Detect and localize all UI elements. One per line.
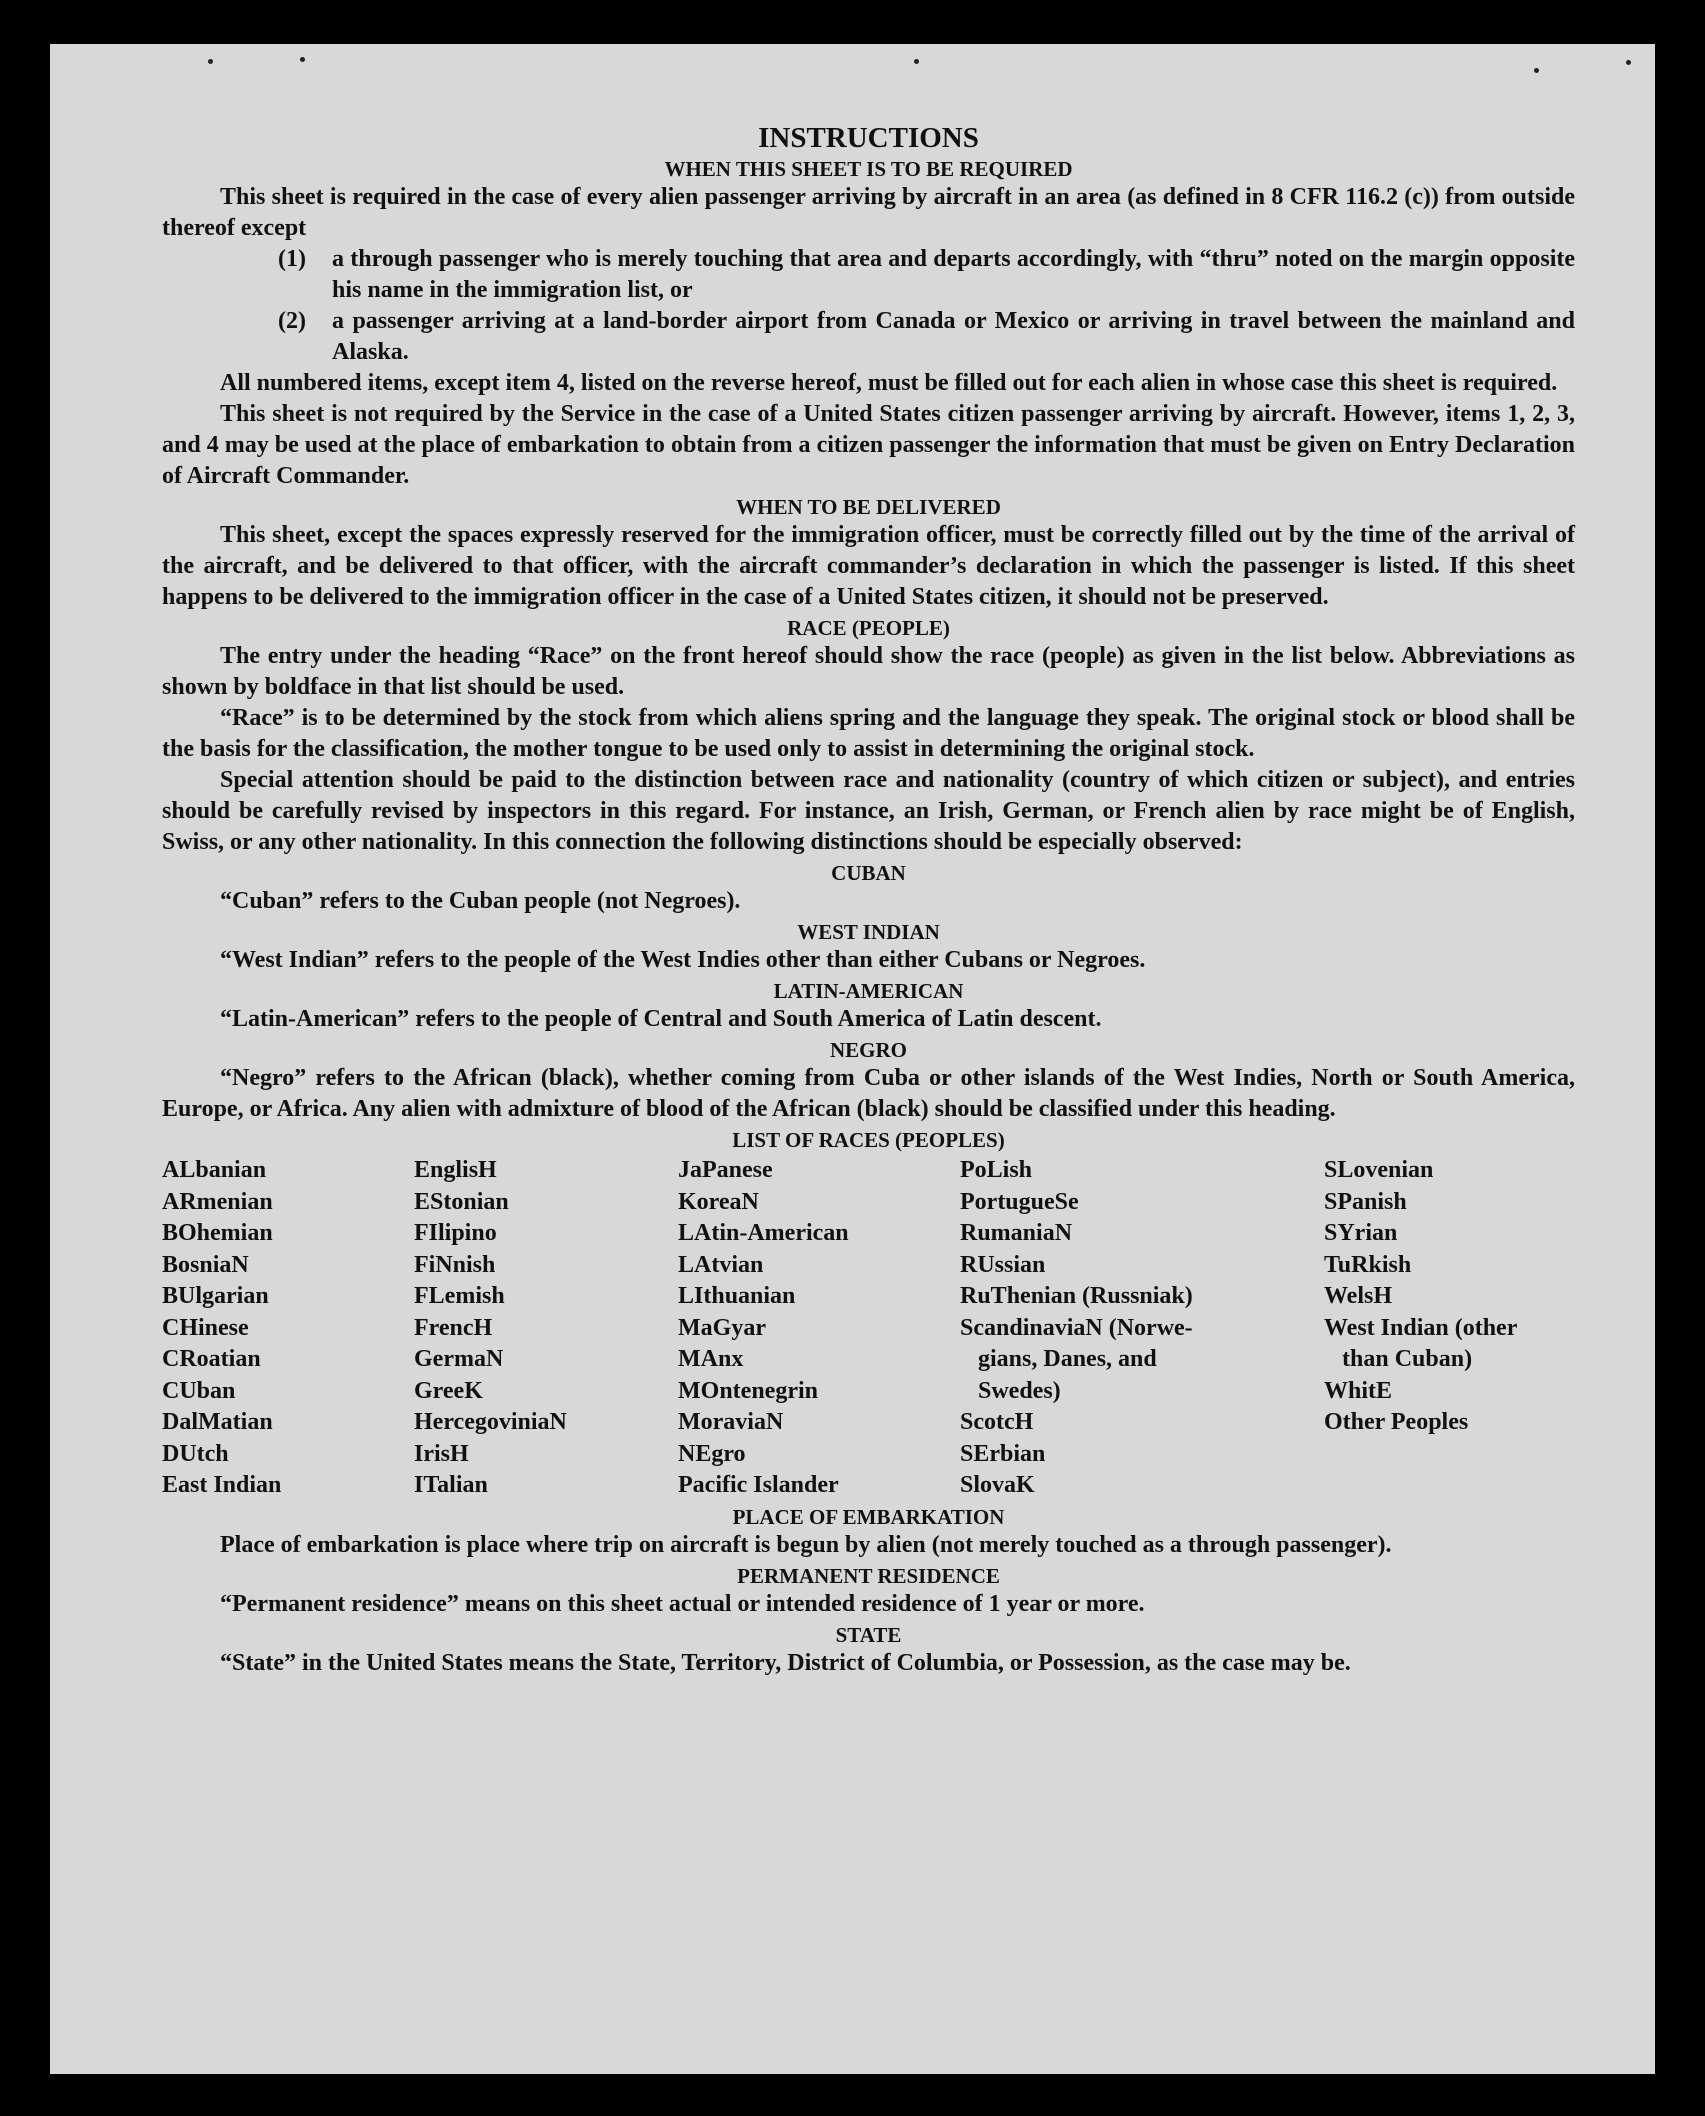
- races-column: [414, 1155, 678, 1502]
- race-entry: CRoatian: [162, 1346, 261, 1372]
- race-paragraph-1: The entry under the heading “Race” on the front hereof should show the race (people) as given in the list below. Abbreviations as shown by boldface in that list should be used.: [162, 643, 1575, 700]
- residence-text: “Permanent residence” means on this sheet actual or intended residence of 1 year or more.: [220, 1590, 1145, 1617]
- race-entry: MaGyar: [678, 1314, 766, 1341]
- race-entry: JaPanese: [678, 1157, 773, 1183]
- race-entry: MAnx: [678, 1346, 744, 1372]
- race-entry: than Cuban): [1324, 1346, 1473, 1372]
- race-entry: RuThenian (Russniak): [960, 1283, 1193, 1309]
- race-entry: GermaN: [414, 1346, 504, 1372]
- race-entry: ITalian: [414, 1472, 488, 1498]
- section-heading-negro: NEGRO: [829, 1038, 907, 1062]
- race-entry: PortugueSe: [960, 1188, 1079, 1215]
- race-entry: RUssian: [960, 1251, 1046, 1278]
- race-entry: LIthuanian: [678, 1283, 796, 1309]
- race-entry: TuRkish: [1324, 1251, 1412, 1278]
- race-entry: FrencH: [414, 1314, 493, 1341]
- race-entry: DalMatian: [162, 1409, 273, 1435]
- latin-american-text: “Latin-American” refers to the people of Central and South America of Latin descent.: [220, 1006, 1102, 1032]
- section-heading-delivered: WHEN TO BE DELIVERED: [736, 495, 1001, 519]
- item-number: (1): [278, 246, 306, 272]
- punch-mark: [1534, 68, 1539, 73]
- race-entry: RumaniaN: [960, 1220, 1073, 1246]
- race-entry: NEgro: [678, 1440, 746, 1467]
- race-entry: gians, Danes, and: [960, 1346, 1157, 1372]
- race-entry: East Indian: [162, 1472, 282, 1498]
- race-entry: ARmenian: [162, 1188, 273, 1215]
- exception-item: [278, 306, 1575, 368]
- item-number: (2): [278, 308, 306, 334]
- exception-item: [278, 244, 1575, 306]
- section-heading-state: STATE: [835, 1622, 902, 1647]
- punch-mark: [300, 57, 305, 62]
- race-entry: ALbanian: [162, 1157, 267, 1183]
- page-title: INSTRUCTIONS: [758, 122, 979, 154]
- race-entry: MOntenegrin: [678, 1377, 818, 1404]
- section-heading-race: RACE (PEOPLE): [787, 616, 950, 640]
- race-entry: EStonian: [414, 1188, 509, 1215]
- section-heading-west-indian: WEST INDIAN: [797, 920, 940, 944]
- item-text: a through passenger who is merely touching that area and departs accordingly, with “thru” noted on the margin opposite his name in the immigration list, or: [332, 246, 1575, 303]
- race-entry: BosniaN: [162, 1251, 249, 1278]
- race-entry: PoLish: [960, 1157, 1033, 1183]
- punch-mark: [914, 59, 919, 64]
- race-entry: FiNnish: [414, 1251, 496, 1278]
- section-heading-races-list: LIST OF RACES (PEOPLES): [732, 1128, 1005, 1152]
- race-entry: WelsH: [1324, 1283, 1393, 1309]
- race-paragraph-2: “Race” is to be determined by the stock from which aliens spring and the language they speak. The original stock or blood shall be the basis for the classification, the mother tongue to be used only to assist in determining the original stock.: [162, 705, 1575, 762]
- race-entry: FIlipino: [414, 1220, 497, 1246]
- race-entry: FLemish: [414, 1283, 505, 1309]
- negro-text: “Negro” refers to the African (black), whether coming from Cuba or other islands of the West Indies, North or South America, Europe, or Africa. Any alien with admixture of blood of the African (black) should be classified under this heading.: [162, 1065, 1575, 1122]
- race-entry: SPanish: [1324, 1188, 1407, 1215]
- races-list: [162, 1155, 1575, 1502]
- race-entry: BOhemian: [162, 1220, 273, 1246]
- race-entry: LAtin-American: [678, 1220, 849, 1246]
- race-entry: Other Peoples: [1324, 1409, 1469, 1435]
- race-entry: SErbian: [960, 1440, 1046, 1467]
- race-entry: CHinese: [162, 1314, 249, 1341]
- race-entry: HercegoviniaN: [414, 1409, 567, 1435]
- race-entry: KoreaN: [678, 1188, 759, 1215]
- cuban-text: “Cuban” refers to the Cuban people (not Negroes).: [220, 888, 741, 914]
- race-entry: Swedes): [960, 1377, 1061, 1404]
- races-column: [678, 1155, 960, 1502]
- required-paragraph-2: All numbered items, except item 4, listed on the reverse hereof, must be filled out for each alien in whose case this sheet is required.: [220, 370, 1558, 396]
- race-entry: BUlgarian: [162, 1283, 269, 1309]
- section-heading-cuban: CUBAN: [831, 861, 906, 885]
- race-paragraph-3: Special attention should be paid to the distinction between race and nationality (country of which citizen or subject), and entries should be carefully revised by inspectors in this regard. For instance, an Irish, German, or French alien by race might be of English, Swiss, or any other nationality. In this connection the following distinctions should be especially observed:: [162, 767, 1575, 855]
- races-column: [162, 1155, 414, 1502]
- required-paragraph-3: This sheet is not required by the Service in the case of a United States citizen passenger arriving by aircraft. However, items 1, 2, 3, and 4 may be used at the place of embarkation to obtain from a citizen passenger the information that must be given on Entry Declaration of Aircraft Commander.: [162, 401, 1575, 489]
- race-entry: West Indian (other: [1324, 1314, 1518, 1341]
- race-entry: ScotcH: [960, 1409, 1034, 1435]
- races-column: [1324, 1155, 1574, 1502]
- west-indian-text: “West Indian” refers to the people of the West Indies other than either Cubans or Negroes.: [220, 947, 1146, 973]
- state-text: “State” in the United States means the State, Territory, District of Columbia, or Possession, as the case may be.: [220, 1649, 1351, 1676]
- race-entry: CUban: [162, 1377, 236, 1404]
- race-entry: SlovaK: [960, 1472, 1035, 1498]
- race-entry: DUtch: [162, 1440, 229, 1467]
- race-entry: Pacific Islander: [678, 1472, 839, 1498]
- document-page: [50, 44, 1655, 2074]
- race-entry: MoraviaN: [678, 1409, 784, 1435]
- punch-mark: [208, 59, 213, 64]
- embarkation-text: Place of embarkation is place where trip on aircraft is begun by alien (not merely touched as a through passenger).: [220, 1531, 1392, 1558]
- item-text: a passenger arriving at a land-border airport from Canada or Mexico or arriving in travel between the mainland and Alaska.: [332, 308, 1575, 365]
- section-heading-required: WHEN THIS SHEET IS TO BE REQUIRED: [664, 157, 1073, 181]
- race-entry: EnglisH: [414, 1157, 497, 1183]
- race-entry: SLovenian: [1324, 1157, 1434, 1183]
- race-entry: WhitE: [1324, 1377, 1393, 1404]
- race-entry: GreeK: [414, 1377, 483, 1404]
- punch-mark: [1626, 60, 1631, 65]
- race-entry: SYrian: [1324, 1220, 1398, 1246]
- required-intro: This sheet is required in the case of every alien passenger arriving by aircraft in an area (as defined in 8 CFR 116.2 (c)) from outside thereof except: [162, 184, 1575, 241]
- section-heading-embarkation: PLACE OF EMBARKATION: [732, 1504, 1005, 1529]
- section-heading-latin-american: LATIN-AMERICAN: [773, 979, 964, 1003]
- races-column: [960, 1155, 1324, 1502]
- race-entry: LAtvian: [678, 1251, 764, 1278]
- race-entry: ScandinaviaN (Norwe-: [960, 1314, 1193, 1341]
- delivered-text: This sheet, except the spaces expressly reserved for the immigration officer, must be correctly filled out by the time of the arrival of the aircraft, and be delivered to that officer, with the aircraft commander’s declaration in which the passenger is listed. If this sheet happens to be delivered to the immigration officer in the case of a United States citizen, it should not be preserved.: [162, 522, 1575, 610]
- section-heading-residence: PERMANENT RESIDENCE: [737, 1563, 1000, 1588]
- race-entry: IrisH: [414, 1440, 469, 1467]
